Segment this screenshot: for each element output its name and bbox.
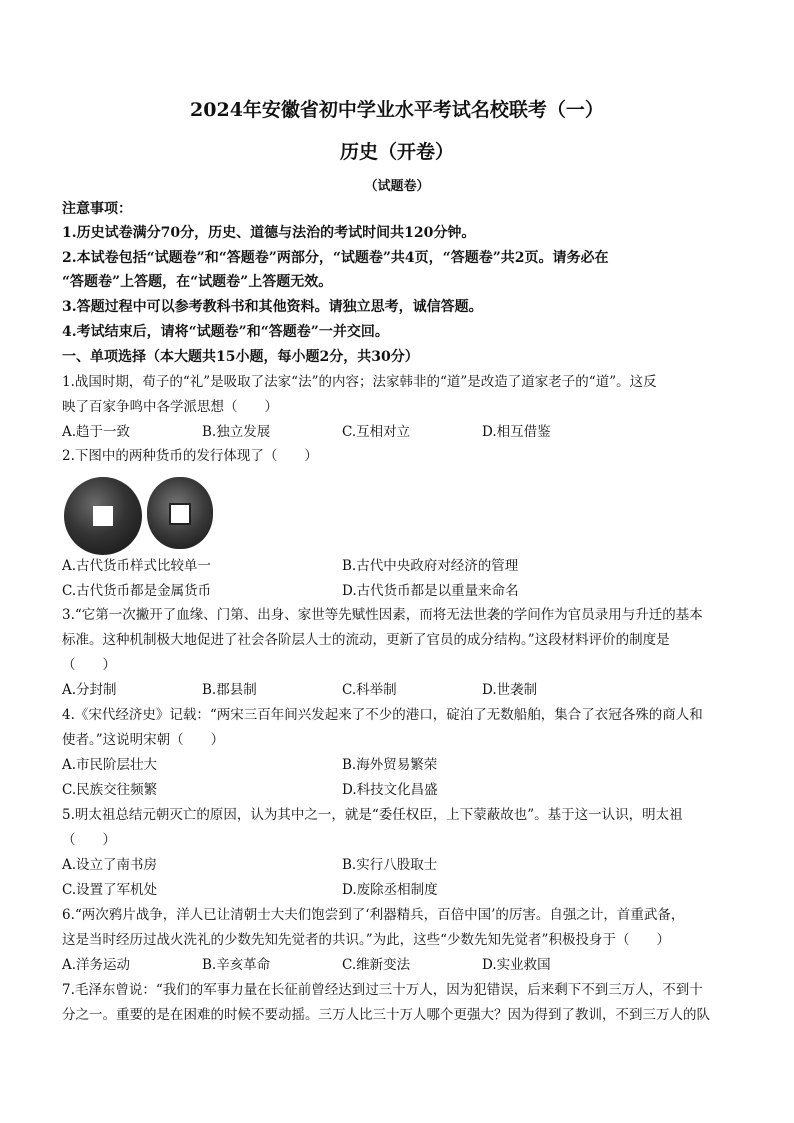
question-1-text: 映了百家争鸣中各学派思想（ ） (62, 399, 278, 415)
q4-option-b: B.海外贸易繁荣 (342, 757, 438, 773)
question-1-text: 1.战国时期，荀子的“礼”是吸取了法家“法”的内容；法家韩非的“道”是改造了道家老子的“道”。这反 (62, 374, 657, 390)
q1-option-a: A.趋于一致 (62, 424, 131, 440)
exam-title: 2024年安徽省初中学业水平考试名校联考（一） (190, 99, 604, 121)
notice-item: 4.考试结束后，请将“试题卷”和“答题卷”一并交回。 (62, 324, 389, 340)
coin-image-right (147, 477, 213, 549)
q5-option-b: B.实行八股取士 (342, 857, 438, 873)
q1-option-d: D.相互借鉴 (482, 424, 551, 440)
notice-item: 1.历史试卷满分70分，历史、道德与法治的考试时间共120分钟。 (62, 225, 476, 241)
q6-option-c: C.维新变法 (342, 957, 411, 973)
q2-option-c: C.古代货币都是金属货币 (62, 583, 212, 599)
q6-option-b: B.辛亥革命 (202, 957, 271, 973)
question-3-text: 标准。这种机制极大地促进了社会各阶层人士的流动，更新了官员的成分结构。”这段材料评价的制度是 (62, 632, 670, 648)
exam-subject: 历史（开卷） (339, 141, 454, 163)
q2-option-d: D.古代货币都是以重量来命名 (342, 583, 519, 599)
question-5-text: （ ） (62, 832, 116, 848)
q5-option-d: D.废除丞相制度 (342, 882, 438, 898)
notice-item: “答题卷”上答题，在“试题卷”上答题无效。 (62, 274, 333, 290)
q4-option-d: D.科技文化昌盛 (342, 782, 438, 798)
q1-option-c: C.互相对立 (342, 424, 411, 440)
notice-item: 2.本试卷包括“试题卷”和“答题卷”两部分，“试题卷”共4页，“答题卷”共2页。请务必在 (62, 250, 609, 266)
q3-option-a: A.分封制 (62, 682, 117, 698)
question-7-text: 7.毛泽东曾说：“我们的军事力量在长征前曾经达到过三十万人，因为犯错误，后来剩下不到三万人，不到十 (62, 982, 703, 998)
q2-option-a: A.古代货币样式比较单一 (62, 558, 212, 574)
question-6-text: 6.“两次鸦片战争，洋人已让清朝士大夫们饱尝到了‘利器精兵，百倍中国’的厉害。自强之计，首重武备， (62, 907, 685, 923)
q2-option-b: B.古代中央政府对经济的管理 (342, 558, 519, 574)
q1-option-b: B.独立发展 (202, 424, 271, 440)
question-4-text: 使者。”这说明宋朝（ ） (62, 732, 225, 748)
q4-option-c: C.民族交往频繁 (62, 782, 158, 798)
question-2-text: 2.下图中的两种货币的发行体现了（ ） (62, 448, 318, 464)
q5-option-c: C.设置了军机处 (62, 882, 158, 898)
notice-heading: 注意事项： (62, 201, 132, 217)
q6-option-a: A.洋务运动 (62, 957, 131, 973)
q6-option-d: D.实业救国 (482, 957, 551, 973)
paper-type: （试题卷） (364, 179, 430, 194)
question-7-text: 分之一。重要的是在困难的时候不要动摇。三万人比三十万人哪个更强大？因为得到了教训，不到三万人的队 (62, 1007, 710, 1023)
coin-image-left (64, 477, 142, 555)
question-4-text: 4.《宋代经济史》记载：“两宋三百年间兴发起来了不少的港口，碇泊了无数船舶，集合了衣冠各殊的商人和 (62, 707, 703, 723)
q3-option-c: C.科举制 (342, 682, 397, 698)
question-6-text: 这是当时经历过战火洗礼的少数先知先觉者的共识。”为此，这些“少数先知先觉者”积极投身于（ ） (62, 932, 670, 948)
question-3-text: （ ） (62, 657, 116, 673)
q5-option-a: A.设立了南书房 (62, 857, 158, 873)
question-5-text: 5.明太祖总结元朝灭亡的原因，认为其中之一，就是“委任权臣，上下蒙蔽故也”。基于这一认识，明太祖 (62, 807, 683, 823)
question-3-text: 3.“它第一次撇开了血缘、门第、出身、家世等先赋性因素，而将无法世袭的学问作为官员录用与升迁的基本 (62, 607, 703, 623)
section-heading: 一、单项选择（本大题共15小题，每小题2分，共30分） (62, 349, 419, 365)
q3-option-b: B.郡县制 (202, 682, 257, 698)
notice-item: 3.答题过程中可以参考教科书和其他资料。请独立思考，诚信答题。 (62, 299, 483, 315)
q3-option-d: D.世袭制 (482, 682, 538, 698)
q4-option-a: A.市民阶层壮大 (62, 757, 158, 773)
